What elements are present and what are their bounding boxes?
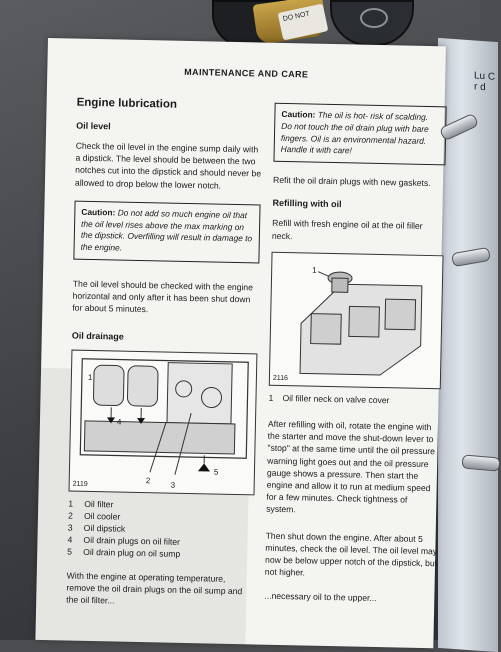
legend-item: 2 Oil cooler	[68, 509, 254, 525]
valve-cover-illustration	[270, 253, 445, 389]
oil-level-text: Check the oil level in the engine sump daily with a dipstick. The level should be between the two notches cut into the dipstick and should never be allowed to drop below the lower notch.	[75, 140, 262, 193]
topup-text: ...necessary oil to the upper...	[264, 590, 436, 606]
engine-drain-illustration	[70, 350, 259, 494]
refilling-text: Refill with fresh engine oil at the oil filler neck.	[272, 217, 444, 245]
caution-box-hot-oil	[273, 103, 446, 166]
oil-filler-figure	[269, 252, 444, 390]
legend-item: 3 Oil dipstick	[68, 521, 254, 537]
caution-text: Do not add so much engine oil that the oil level rises above the max marking on the dipstick. Overfilling will result in damage to the engine.	[81, 207, 253, 252]
manual-page	[35, 38, 446, 648]
oil-level-heading: Oil level	[76, 121, 262, 135]
callout-3: 3	[171, 480, 176, 489]
legend-item: 5 Oil drain plug on oil sump	[67, 545, 253, 561]
left-column	[66, 97, 263, 610]
refilling-heading: Refilling with oil	[272, 198, 444, 212]
oil-drainage-heading: Oil drainage	[72, 330, 258, 344]
shutdown-text: Then shut down the engine. After about 5 minutes, check the oil level. The oil level may now be below upper notch of the dipstick, but not higher.	[265, 529, 438, 581]
callout-4: 4	[117, 417, 122, 426]
car-logo-icon	[360, 8, 388, 28]
caution-label: Caution:	[281, 109, 315, 120]
caution-label: Caution:	[81, 207, 115, 218]
figure-number: 2116	[273, 375, 288, 382]
drainage-instructions: With the engine at operating temperature, remove the oil drain plugs on the oil sump and the oil filter...	[66, 569, 253, 609]
legend-item: 1 Oil filter	[68, 497, 254, 513]
caution-text: The oil is hot- risk of scalding. Do not touch the oil drain plug with bare fingers. Oil is an environmental hazard. Handle it with care!	[281, 110, 429, 156]
callout-1: 1	[88, 373, 93, 382]
legend-item: 4 Oil drain plugs on oil filter	[67, 533, 253, 549]
callout-1: 1	[312, 265, 317, 274]
page-header: MAINTENANCE AND CARE	[47, 64, 445, 82]
figure-caption: 1 Oil filler neck on valve cover	[268, 391, 440, 407]
after-refill-text: After refilling with oil, rotate the engine with the starter and move the shut-down lever to "stop" at the same time until the oil pressure warning light goes out and the oil pressure gauge shows a pressure. Then start the engine and allow it to run at medium speed for a few minutes. Check tightness of system.	[266, 418, 440, 519]
binder-page-text: Lu C r d	[474, 70, 496, 94]
callout-2: 2	[146, 476, 151, 485]
oil-drainage-figure	[69, 349, 258, 495]
caution-box-overfill	[73, 200, 260, 263]
section-title: Engine lubrication	[77, 97, 263, 113]
key-tag-text: DO NOT	[282, 11, 310, 24]
right-column	[264, 101, 446, 606]
oil-check-text: The oil level should be checked with the engine horizontal and only after it has been shut down for about 5 minutes.	[72, 278, 259, 318]
callout-5: 5	[214, 467, 219, 476]
drainage-legend	[67, 497, 254, 561]
figure-number: 2119	[73, 480, 88, 487]
refit-text: Refit the oil drain plugs with new gaskets.	[273, 174, 445, 190]
